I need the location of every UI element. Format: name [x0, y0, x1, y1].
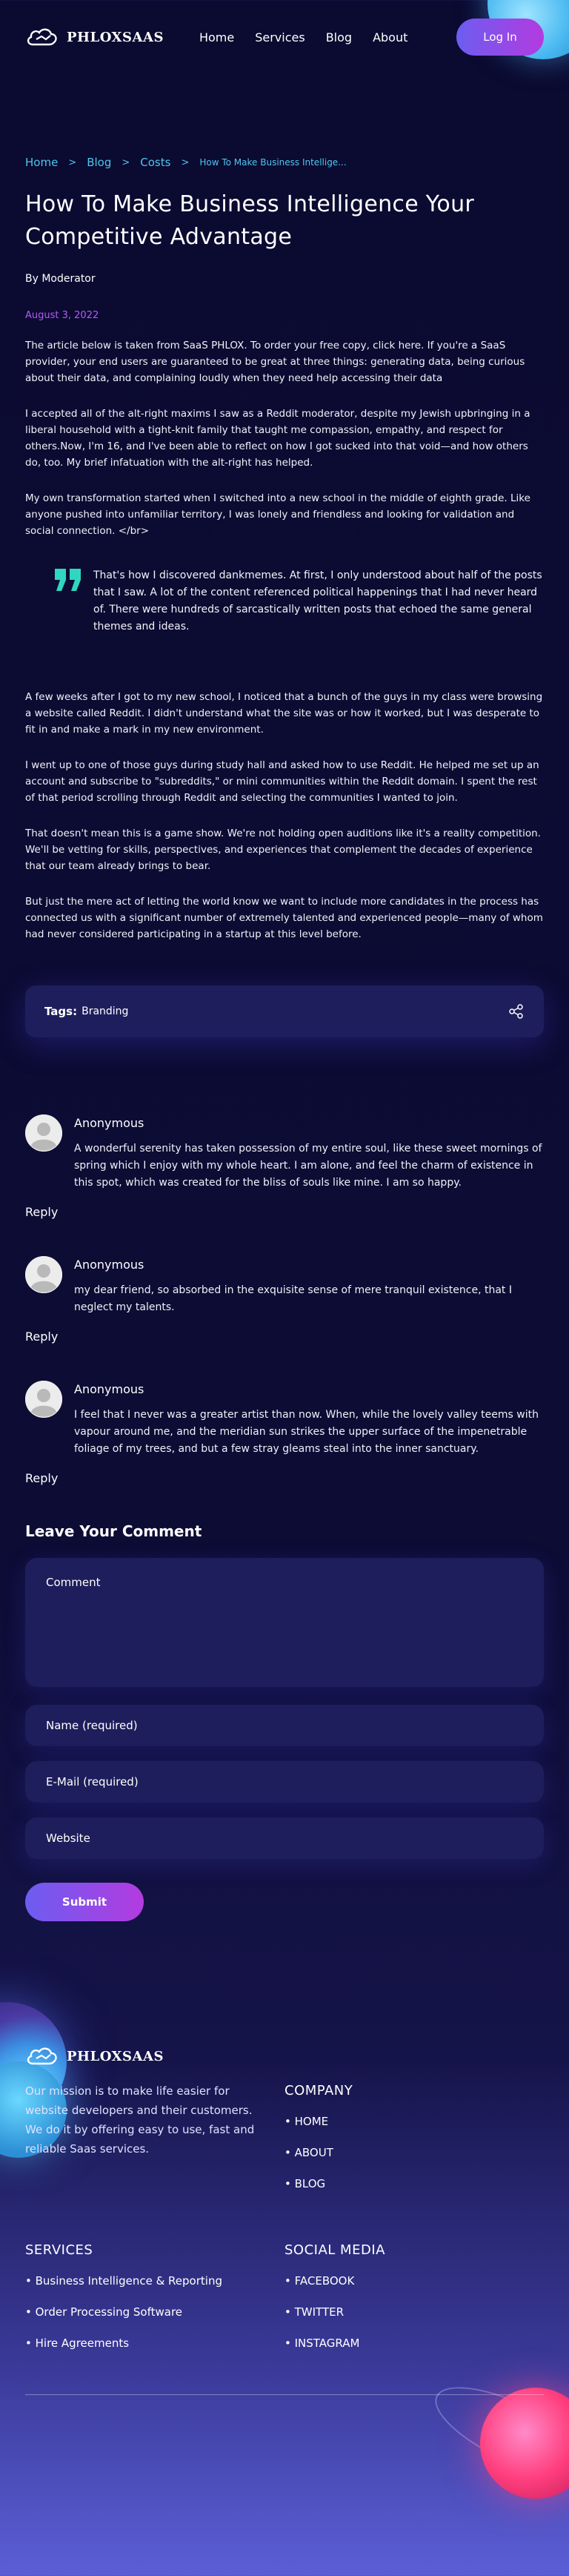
article	[0, 156, 569, 942]
reply-link[interactable]: Reply	[25, 1205, 59, 1219]
company-heading: COMPANY	[284, 2083, 353, 2098]
footer-link-blog[interactable]: • BLOG	[284, 2177, 544, 2190]
nav-services[interactable]: Services	[255, 30, 305, 44]
page-title: How To Make Business Intelligence Your Competitive Advantage	[25, 191, 475, 250]
paragraph: I accepted all of the alt-right maxims I saw as a Reddit moderator, despite my Jewish upbringing in a liberal household with a tight-knit family that taught me compassion, empathy, and respect for others.Now, I'm 16, and I've been able to reflect on how I got sucked into that void—and how others do, too. My brief infatuation with the alt-right has helped.	[25, 408, 530, 469]
comment-text: my dear friend, so absorbed in the exquisite sense of mere tranquil existence, that I neglect my talents.	[74, 1284, 512, 1313]
paragraph: But just the mere act of letting the world know we want to include more candidates in the process has connected us with a significant number of extremely talented and experienced people—many of whom had never considered participating in a startup at this level before.	[25, 896, 543, 940]
social-heading: SOCIAL MEDIA	[284, 2242, 385, 2258]
quote-text: That's how I discovered dankmemes. At first, I only understood about half of the posts that I saw. A lot of the content referenced political happenings that I had never heard of. There were hundreds of sarcastically written posts that echoed the same general themes and ideas.	[93, 569, 542, 633]
tag-link[interactable]: Branding	[81, 1005, 129, 1017]
post-date: August 3, 2022	[25, 310, 99, 321]
comment-field[interactable]	[25, 1558, 544, 1687]
share-icon[interactable]	[508, 1003, 525, 1020]
footer-link-hire-agreements[interactable]: • Hire Agreements	[25, 2336, 284, 2350]
main-nav	[199, 30, 407, 44]
paragraph: A few weeks after I got to my new school, I noticed that a bunch of the guys in my class were browsing a website called Reddit. I didn't understand what the site was or how it worked, but I was desperate to fit in and make a mark in my new environment.	[25, 691, 543, 736]
name-field[interactable]	[25, 1705, 544, 1746]
post-author: By Moderator	[25, 273, 96, 285]
header	[0, 0, 569, 74]
comment	[25, 1114, 544, 1219]
breadcrumb-blog[interactable]: Blog	[87, 156, 112, 169]
user-avatar-icon	[25, 1114, 62, 1152]
comment-form	[0, 1522, 569, 1921]
reply-link[interactable]: Reply	[25, 1330, 59, 1344]
avatar	[25, 1114, 62, 1152]
footer	[0, 2046, 569, 2395]
comment	[25, 1256, 544, 1344]
footer-link-twitter[interactable]: • TWITTER	[284, 2305, 544, 2319]
paragraph: The article below is taken from SaaS PHLOX. To order your free copy, click here. If you're a SaaS provider, your end users are guaranteed to be great at three things: generating data, being curious about their data, and complaining loudly when they need help accessing their data	[25, 340, 525, 384]
email-field[interactable]	[25, 1761, 544, 1803]
paragraph: My own transformation started when I switched into a new school in the middle of eighth grade. Like anyone pushed into unfamiliar territory, I was lonely and friendless and looking for validation and social connection. </br>	[25, 492, 530, 537]
avatar	[25, 1256, 62, 1293]
reply-link[interactable]: Reply	[25, 1471, 59, 1485]
comment-author: Anonymous	[74, 1382, 144, 1396]
footer-link-bi-reporting[interactable]: • Business Intelligence & Reporting	[25, 2274, 284, 2288]
quote-icon	[53, 567, 83, 592]
footer-link-facebook[interactable]: • FACEBOOK	[284, 2274, 544, 2288]
user-avatar-icon	[25, 1256, 62, 1293]
footer-logo[interactable]	[25, 2046, 284, 2067]
blockquote	[53, 567, 544, 635]
cloud-logo-icon	[25, 27, 59, 47]
nav-home[interactable]: Home	[199, 30, 235, 44]
nav-about[interactable]: About	[373, 30, 408, 44]
chevron-right-icon: >	[68, 156, 77, 168]
nav-blog[interactable]: Blog	[325, 30, 353, 44]
form-heading: Leave Your Comment	[25, 1522, 202, 1540]
paragraph: I went up to one of those guys during study hall and asked how to use Reddit. He helped me set up an account and subscribe to "subreddits," or mini communities within the Reddit domain. I spent the rest of that period scrolling through Reddit and selecting the communities I wanted to join.	[25, 759, 539, 804]
submit-button[interactable]: Submit	[25, 1883, 144, 1921]
paragraph: That doesn't mean this is a game show. We're not holding open auditions like it's a reality competition. We'll be vetting for skills, perspectives, and experiences that complement the decades of experience that our team already brings to bear.	[25, 828, 541, 872]
user-avatar-icon	[25, 1381, 62, 1418]
comment-text: A wonderful serenity has taken possession of my entire soul, like these sweet mornings of spring which I enjoy with my whole heart. I am alone, and feel the charm of existence in this spot, which was created for the bliss of souls like mine. I am so happy.	[74, 1143, 542, 1189]
footer-divider	[25, 2394, 544, 2395]
footer-link-about[interactable]: • ABOUT	[284, 2146, 544, 2159]
chevron-right-icon: >	[122, 156, 130, 168]
tags-card	[25, 985, 544, 1037]
footer-link-instagram[interactable]: • INSTAGRAM	[284, 2336, 544, 2350]
breadcrumb-current: How To Make Business Intellige...	[199, 157, 347, 168]
login-button[interactable]: Log In	[456, 19, 544, 56]
footer-brand-name: PHLOXSAAS	[67, 2048, 164, 2064]
social-links	[284, 2274, 544, 2350]
footer-link-home[interactable]: • HOME	[284, 2115, 544, 2128]
breadcrumb	[25, 156, 544, 169]
tags-label: Tags:	[44, 1005, 78, 1018]
services-heading: SERVICES	[25, 2242, 93, 2258]
website-field[interactable]	[25, 1817, 544, 1859]
comment	[25, 1381, 544, 1485]
comment-text: I feel that I never was a greater artist than now. When, while the lovely valley teems with vapour around me, and the meridian sun strikes the upper surface of the impenetrable foliage of my trees, and but a few stray gleams steal into the inner sanctuary.	[74, 1409, 539, 1455]
services-links	[25, 2274, 284, 2350]
cloud-logo-icon	[25, 2046, 59, 2067]
comments-section	[0, 1114, 569, 1485]
breadcrumb-costs[interactable]: Costs	[140, 156, 171, 169]
chevron-right-icon: >	[181, 156, 190, 168]
mission-text: Our mission is to make life easier for website developers and their customers. We do it by offering easy to use, fast and reliable Saas services.	[25, 2084, 255, 2156]
logo[interactable]	[25, 27, 164, 47]
comment-author: Anonymous	[74, 1116, 144, 1130]
brand-name: PHLOXSAAS	[67, 29, 164, 45]
footer-link-order-processing[interactable]: • Order Processing Software	[25, 2305, 284, 2319]
breadcrumb-home[interactable]: Home	[25, 156, 59, 169]
company-links	[284, 2115, 544, 2190]
avatar	[25, 1381, 62, 1418]
comment-author: Anonymous	[74, 1258, 144, 1272]
